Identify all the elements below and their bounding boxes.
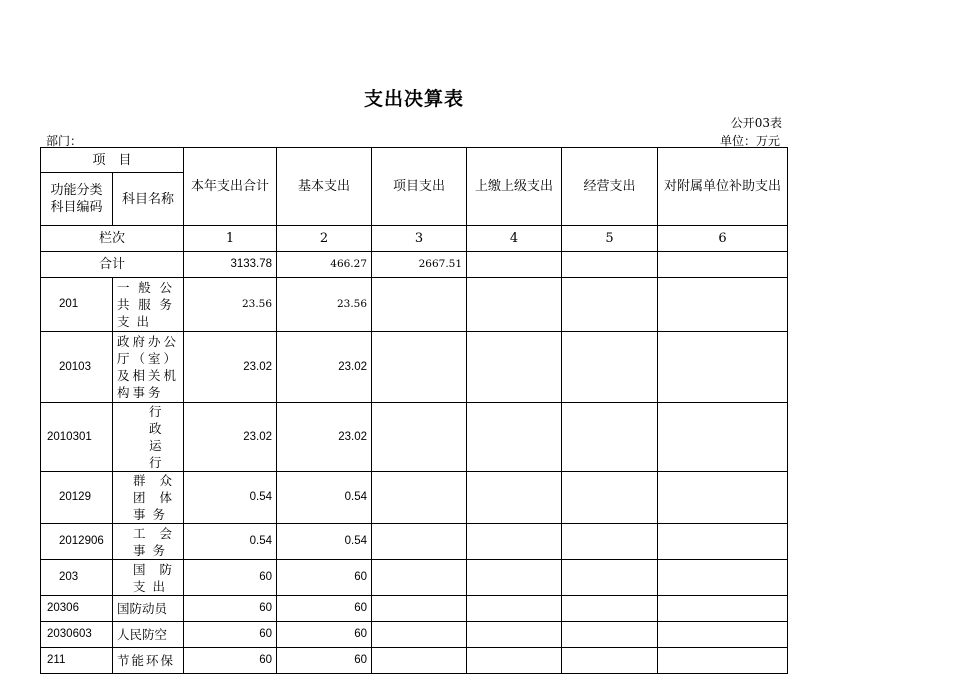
row-code: 20306: [41, 596, 113, 622]
empty-cell: [467, 560, 562, 596]
empty-cell: [467, 403, 562, 472]
row-name: 群众团体事务: [113, 472, 184, 524]
empty-cell: [467, 332, 562, 403]
row-basic: 23.02: [277, 403, 372, 472]
row-code: 2012906: [41, 524, 113, 560]
empty-cell: [562, 252, 658, 278]
table-row: [41, 560, 788, 596]
row-basic: 60: [277, 560, 372, 596]
empty-cell: [372, 648, 467, 674]
empty-cell: [658, 403, 788, 472]
table-row: [41, 622, 788, 648]
empty-cell: [372, 560, 467, 596]
table-row: [41, 524, 788, 560]
row-code: 20129: [41, 472, 113, 524]
empty-cell: [658, 524, 788, 560]
empty-cell: [467, 648, 562, 674]
table-row: [41, 403, 788, 472]
empty-cell: [372, 524, 467, 560]
row-total: 0.54: [184, 524, 277, 560]
empty-cell: [467, 252, 562, 278]
empty-cell: [658, 252, 788, 278]
table-code: 公开03表: [730, 116, 782, 130]
row-code: 2030603: [41, 622, 113, 648]
empty-cell: [562, 622, 658, 648]
empty-cell: [372, 332, 467, 403]
total-row-label: 合计: [41, 252, 184, 278]
header-subsidy: 对附属单位补助支出: [658, 148, 788, 226]
column-number-label: 栏次: [41, 226, 184, 252]
table-row: [41, 472, 788, 524]
row-total: 23.02: [184, 403, 277, 472]
empty-cell: [658, 596, 788, 622]
row-total: 23.56: [184, 278, 277, 332]
row-name: 国防支出: [113, 560, 184, 596]
empty-cell: [562, 472, 658, 524]
empty-cell: [562, 560, 658, 596]
empty-cell: [562, 403, 658, 472]
row-name: 工会事务: [113, 524, 184, 560]
empty-cell: [467, 596, 562, 622]
row-basic: 23.56: [277, 278, 372, 332]
empty-cell: [467, 472, 562, 524]
column-number: 2: [277, 226, 372, 252]
row-name: 政府办公厅（室）及相关机构事务: [113, 332, 184, 403]
header-upper: 上缴上级支出: [467, 148, 562, 226]
row-code: 211: [41, 648, 113, 674]
empty-cell: [467, 278, 562, 332]
row-total: 23.02: [184, 332, 277, 403]
header-total: 本年支出合计: [184, 148, 277, 226]
row-total: 60: [184, 560, 277, 596]
empty-cell: [467, 524, 562, 560]
empty-cell: [658, 278, 788, 332]
row-total: 0.54: [184, 472, 277, 524]
row-name: 国防动员: [113, 596, 184, 622]
empty-cell: [372, 596, 467, 622]
empty-cell: [372, 472, 467, 524]
row-name: 人民防空: [113, 622, 184, 648]
empty-cell: [658, 472, 788, 524]
empty-cell: [372, 622, 467, 648]
row-basic: 60: [277, 596, 372, 622]
department-label: 部门：: [46, 134, 83, 148]
total-row-project: 2667.51: [372, 252, 467, 278]
empty-cell: [658, 560, 788, 596]
empty-cell: [562, 332, 658, 403]
row-name: 行政运行: [113, 403, 184, 472]
empty-cell: [372, 403, 467, 472]
empty-cell: [467, 622, 562, 648]
column-number: 4: [467, 226, 562, 252]
empty-cell: [562, 524, 658, 560]
row-name: 一般公共服务支出: [113, 278, 184, 332]
row-name: 节能环保: [113, 648, 184, 674]
column-number: 3: [372, 226, 467, 252]
column-number: 5: [562, 226, 658, 252]
header-func-code: 功能分类科目编码: [41, 173, 113, 226]
header-business: 经营支出: [562, 148, 658, 226]
empty-cell: [562, 596, 658, 622]
unit-label: 单位：万元: [719, 134, 780, 148]
row-total: 60: [184, 596, 277, 622]
row-code: 201: [41, 278, 113, 332]
row-code: 2010301: [41, 403, 113, 472]
empty-cell: [562, 278, 658, 332]
page-title: 支出决算表: [363, 88, 464, 110]
empty-cell: [658, 648, 788, 674]
header-basic: 基本支出: [277, 148, 372, 226]
header-item: 项 目: [41, 148, 184, 173]
table-row: [41, 596, 788, 622]
row-code: 20103: [41, 332, 113, 403]
table-row: [41, 648, 788, 674]
empty-cell: [562, 648, 658, 674]
row-total: 60: [184, 622, 277, 648]
row-total: 60: [184, 648, 277, 674]
total-row-basic: 466.27: [277, 252, 372, 278]
total-row-total: 3133.78: [184, 252, 277, 278]
row-basic: 0.54: [277, 524, 372, 560]
column-number: 1: [184, 226, 277, 252]
row-basic: 60: [277, 622, 372, 648]
row-basic: 23.02: [277, 332, 372, 403]
row-code: 203: [41, 560, 113, 596]
header-subject-name: 科目名称: [113, 173, 184, 226]
header-project: 项目支出: [372, 148, 467, 226]
empty-cell: [658, 332, 788, 403]
empty-cell: [658, 622, 788, 648]
row-basic: 60: [277, 648, 372, 674]
table-row: [41, 278, 788, 332]
row-basic: 0.54: [277, 472, 372, 524]
column-number: 6: [658, 226, 788, 252]
empty-cell: [372, 278, 467, 332]
expenditure-table: [40, 147, 788, 674]
table-row: [41, 332, 788, 403]
